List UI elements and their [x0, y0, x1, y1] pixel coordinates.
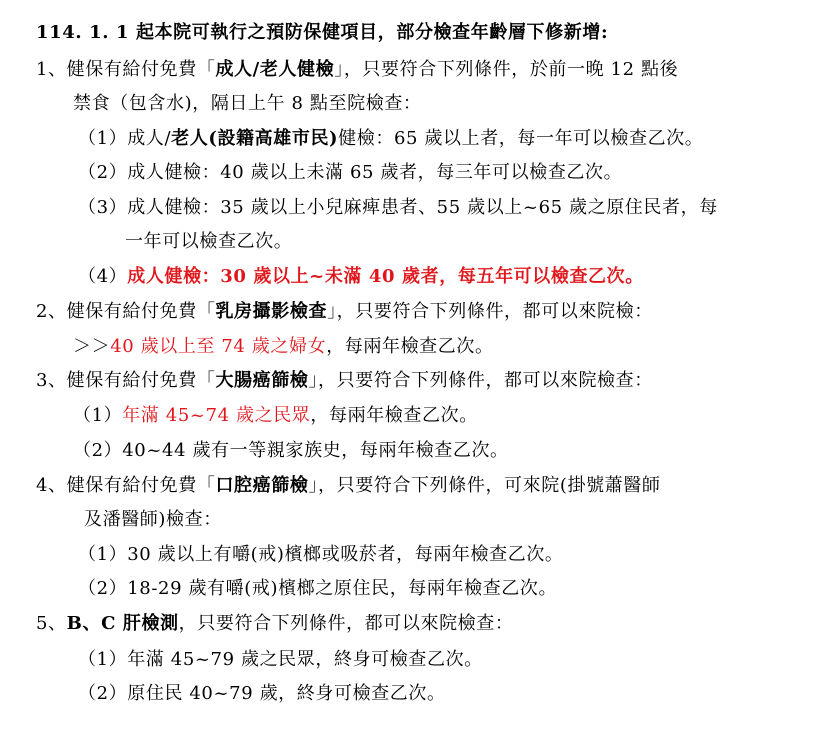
- item-2-conditions-intro: 」，只要符合下列條件，都可以來院檢：: [327, 301, 653, 322]
- item-3-sub-1: [73, 405, 478, 427]
- item-1-conditions-intro: 」，只要符合下列條件，於前一晚 12 點後: [334, 59, 679, 80]
- item-4-heading: [36, 475, 660, 497]
- document-title: 114. 1. 1 起本院可執行之預防保健項目，部分檢查年齡層下修新增:: [36, 22, 609, 43]
- item-4-continuation: 及潘醫師)檢查：: [84, 509, 222, 530]
- item-2-sub-red: 40 歲以上至 74 歲之婦女: [110, 336, 327, 357]
- item-5-sub-1: （1）年滿 45~79 歲之民眾，終身可檢查乙次。: [78, 649, 483, 670]
- item-1-sub-1-bold: 老人(設籍高雄市民): [171, 128, 339, 149]
- item-5-sub-2: （2）原住民 40~79 歲，終身可檢查乙次。: [78, 683, 446, 704]
- item-3-heading: [36, 370, 653, 392]
- item-1-sub-3-continuation: 一年可以檢查乙次。: [125, 231, 293, 252]
- item-5-heading: [36, 613, 513, 635]
- item-1-sub-1: [78, 128, 703, 150]
- item-1-sub-4-pre: （4）: [78, 266, 128, 287]
- item-3-sub-1-pre: （1）: [73, 405, 123, 426]
- item-1-sub-2: （2）成人健檢：40 歲以上未滿 65 歲者，每三年可以檢查乙次。: [78, 162, 623, 183]
- item-5-conditions-intro: ，只要符合下列條件，都可以來院檢查：: [178, 613, 514, 634]
- item-1-sub-4-red-after: 年可以檢查乙次。: [495, 266, 644, 287]
- item-2-heading: [36, 301, 653, 323]
- item-4-service-name: 口腔癌篩檢: [215, 475, 309, 496]
- item-2-service-name: 乳房攝影檢查: [215, 301, 328, 322]
- item-4-sub-1: （1）30 歲以上有嚼(戒)檳榔或吸菸者，每兩年檢查乙次。: [78, 544, 564, 565]
- item-4-lead: 4、健保有給付免費「: [36, 475, 216, 496]
- item-1-service-name: 成人/老人健檢: [215, 59, 335, 80]
- item-3-service-name: 大腸癌篩檢: [215, 370, 309, 391]
- item-1-sub-4: [78, 266, 644, 288]
- item-3-sub-2: （2）40~44 歲有一等親家族史，每兩年檢查乙次。: [73, 440, 509, 461]
- item-1-sub-1-post: 健檢：65 歲以上者，每一年可以檢查乙次。: [338, 128, 704, 149]
- item-1-sub-1-pre: （1）成人/: [78, 128, 172, 149]
- item-2-sub: [73, 336, 494, 358]
- item-5-lead: 5、: [36, 613, 67, 634]
- item-3-sub-1-post: ，每兩年檢查乙次。: [310, 405, 478, 426]
- item-3-sub-1-red: 年滿 45~74 歲之民眾: [122, 405, 311, 426]
- item-1-sub-4-red-bold: 五: [476, 266, 496, 287]
- item-5-service-name: B、C 肝檢測: [66, 613, 179, 634]
- item-1-lead: 1、健保有給付免費「: [36, 59, 216, 80]
- item-1-sub-3: （3）成人健檢：35 歲以上小兒麻痺患者、55 歲以上~65 歲之原住民者，每: [78, 197, 718, 218]
- item-1-continuation: 禁食（包含水)，隔日上午 8 點至院檢查：: [73, 93, 422, 114]
- item-3-lead: 3、健保有給付免費「: [36, 370, 216, 391]
- item-1-sub-4-red: 成人健檢：30 歲以上~未滿 40 歲者，每: [127, 266, 477, 287]
- item-4-sub-2: （2）18-29 歲有嚼(戒)檳榔之原住民，每兩年檢查乙次。: [78, 578, 558, 599]
- item-3-conditions-intro: 」，只要符合下列條件，都可以來院檢查：: [308, 370, 653, 391]
- item-2-sub-post: ，每兩年檢查乙次。: [326, 336, 494, 357]
- item-2-sub-pre: ＞＞: [73, 336, 111, 357]
- item-1-heading: [36, 59, 678, 81]
- item-4-conditions-intro: 」，只要符合下列條件，可來院(掛號蕭醫師: [308, 475, 661, 496]
- item-2-lead: 2、健保有給付免費「: [36, 301, 216, 322]
